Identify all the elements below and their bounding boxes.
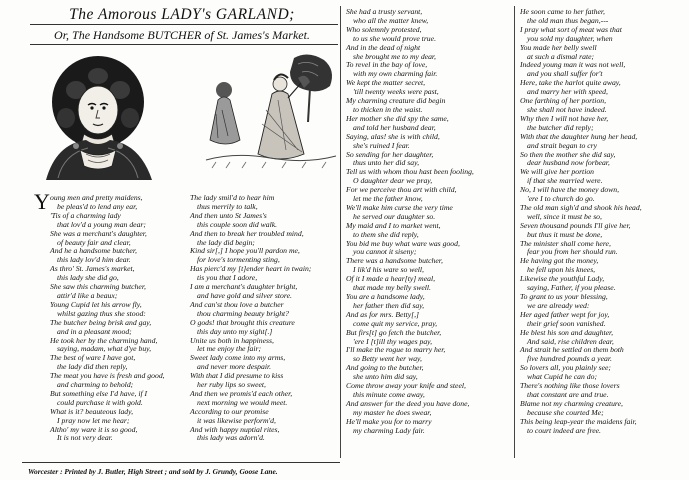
verse-line: if that she married were. xyxy=(527,176,603,186)
printer-imprint: Worcester : Printed by J. Butler, High Street ; and sold by J. Grundy, Goose Lane. xyxy=(28,467,278,476)
verse-line: and strait began to cry xyxy=(527,140,598,150)
verse-line: No, I will have the money down, xyxy=(520,185,620,195)
verse-line: Unite us both in happiness, xyxy=(190,335,274,345)
verse-line: With that I did presume to kiss xyxy=(190,371,284,381)
ballad-subtitle: Or, The Handsome BUTCHER of St. James's Market. xyxy=(54,28,310,42)
verse-line: this couple soon did walk. xyxy=(197,219,278,229)
verse-line: He soon came to her father, xyxy=(520,7,605,16)
verse-line: You are a handsome lady, xyxy=(346,292,425,301)
verse-line: 'till twenty weeks were past, xyxy=(353,87,439,97)
verse-line: this minute come away, xyxy=(353,389,425,399)
verse-line: Saying, alas! she is with child, xyxy=(346,131,440,141)
verse-line: she unto him did say, xyxy=(353,372,418,382)
verse-line: Seven thousand pounds I'll give her, xyxy=(520,220,631,230)
verse-line: As thro' St. James's market, xyxy=(50,264,135,274)
verse-line: 'ere I [t]ill thy wages pay, xyxy=(353,336,433,346)
verse-line: come quit my service, pray, xyxy=(353,318,438,328)
verse-line: he fell upon his knees, xyxy=(527,265,596,275)
verse-line: What is it? beauteous lady, xyxy=(50,406,134,416)
verse-line: For we perceive thou art with child, xyxy=(346,185,457,195)
verse-line: The butcher being brisk and gay, xyxy=(50,317,152,327)
verse-line: And then to break her troubled mind, xyxy=(190,228,304,238)
verse-line: And can'st thou love a butcher xyxy=(190,299,284,309)
verse-line: be pleas'd to lend any ear, xyxy=(57,201,138,211)
verse-line: thus unto her did say, xyxy=(353,158,419,168)
verse-line: He having got the money, xyxy=(520,256,599,266)
verse-line: There's nothing like those lovers xyxy=(520,381,620,391)
verse-line: that lov'd a young man dear; xyxy=(57,219,146,229)
verse-line: The old man sigh'd and shook his head, xyxy=(520,202,642,212)
verse-line: this lady she did go, xyxy=(57,273,119,283)
verse-line: let me the father know, xyxy=(353,194,423,204)
verse-line: You bid me buy what ware was good, xyxy=(346,238,460,248)
verse-line: So then the mother she did say, xyxy=(520,149,616,159)
verse-line: The best of ware I have got, xyxy=(50,353,136,363)
verse-line: He took her by the charming hand, xyxy=(50,335,158,345)
verse-line: So lovers all, you plainly see; xyxy=(520,363,611,373)
verse-line: I lik'd his ware so well, xyxy=(353,265,424,275)
verse-line: My charming creature did begin xyxy=(346,96,446,106)
verse-line: This being leap-year the maidens fair, xyxy=(520,416,637,426)
verse-line: dear husband now forbear, xyxy=(527,158,610,168)
verse-line: her ruby lips so sweet, xyxy=(197,380,266,390)
verse-line: One farthing of her portion, xyxy=(520,96,607,106)
verse-line: you sold my daughter, when xyxy=(527,33,613,43)
verse-line: she brought me to my dear, xyxy=(353,51,436,61)
verse-line: Tell us with whom thou hast been fooling, xyxy=(346,167,474,177)
verse-line: this day unto my sight[.] xyxy=(197,326,273,336)
verse-line: with my own charming fair. xyxy=(353,69,438,79)
verse-line: He blest his son and daughter, xyxy=(520,327,614,337)
verse-line: the old man thus began,--- xyxy=(527,15,609,25)
column-divider-2 xyxy=(514,6,515,458)
verse-line: my charming Lady fair. xyxy=(353,425,425,435)
verse-line: to thicken in the waist. xyxy=(353,104,423,114)
verse-line: And with happy nuptial rites, xyxy=(190,424,280,434)
verse-line: to us she would prove true. xyxy=(353,33,436,43)
verse-line: she shall not have indeed. xyxy=(527,104,607,114)
verse-line: With that the daughter hung her head, xyxy=(520,131,638,141)
verse-line: of beauty fair and clear, xyxy=(57,237,131,247)
verse-line: the butcher did reply; xyxy=(527,122,594,132)
verse-column-3 xyxy=(346,8,474,436)
verse-line: Come throw away your knife and steel, xyxy=(346,381,466,391)
verse-line: But something else I'd have, if I xyxy=(50,388,148,398)
verse-line: thus merrily to talk, xyxy=(197,201,258,211)
verse-line: Young Cupid let his arrow fly, xyxy=(50,299,142,309)
verse-line: And as for mrs. Betty[,] xyxy=(346,309,420,319)
verse-line: O daughter dear we pray, xyxy=(353,176,433,186)
verse-line: The lady smil'd to hear him xyxy=(190,193,275,202)
verse-line: what Cupid he can do; xyxy=(527,372,598,382)
verse-line: And answer for the deed you have done, xyxy=(346,398,470,408)
column-divider-1 xyxy=(340,6,341,458)
verse-line: because she courted Me; xyxy=(527,407,604,417)
verse-line: who all the matter knew, xyxy=(353,15,429,25)
verse-line: But firs[t] go fetch the butcher, xyxy=(346,327,442,337)
verse-line: my master he does swear, xyxy=(353,407,432,417)
verse-line: whilst gazing thus she stood: xyxy=(57,308,146,318)
verse-line: We kept the matter secret, xyxy=(346,78,426,88)
verse-line: 'Tis of a charming lady xyxy=(50,210,121,220)
verse-column-1 xyxy=(50,194,165,443)
verse-line: fear you from her should run. xyxy=(527,247,618,257)
verse-line: Her mother she did spy the same, xyxy=(346,113,449,123)
verse-line: Why then I will not have her, xyxy=(520,113,609,123)
verse-line: that constant are and true. xyxy=(527,389,609,399)
verse-line: we are already wed: xyxy=(527,300,590,310)
verse-line: O gods! that brought this creature xyxy=(190,317,295,327)
verse-line: Here, take the harlot quite away, xyxy=(520,78,621,88)
verse-line: to them she did reply, xyxy=(353,229,419,239)
verse-line: oung men and pretty maidens, xyxy=(50,193,143,202)
verse-line: Who solemnly protested, xyxy=(346,24,422,34)
title-rule xyxy=(30,24,338,25)
verse-line: next morning we would meet. xyxy=(197,397,288,407)
verse-line: and marry her with speed, xyxy=(527,87,608,97)
verse-line: 'ere I to church do go. xyxy=(527,194,595,204)
verse-line: but thus it must be done, xyxy=(527,229,603,239)
verse-line: this lady lov'd him dear. xyxy=(57,255,131,265)
verse-line: I'll make the rogue to marry her, xyxy=(346,345,446,355)
verse-line: According to our promise xyxy=(190,406,269,416)
verse-line: she's ruined I fear. xyxy=(353,140,410,150)
verse-line: at such a dismal rate; xyxy=(527,51,595,61)
verse-line: saying, madam, what d'ye buy, xyxy=(57,344,152,354)
verse-line: thou charming beauty bright? xyxy=(197,308,290,318)
verse-line: that made my belly swell. xyxy=(353,283,431,293)
verse-line: and told her husband dear, xyxy=(353,122,436,132)
verse-line: let me enjoy the fair; xyxy=(197,344,262,354)
verse-line: We'll make him curse the very time xyxy=(346,202,453,212)
verse-line: Her aged father wept for joy, xyxy=(520,309,610,319)
verse-line: it was likewise perform'd, xyxy=(197,415,276,425)
verse-line: She was a merchant's daughter, xyxy=(50,228,147,238)
verse-line: We will give her portion xyxy=(520,167,595,177)
verse-line: could purchase it with gold. xyxy=(57,397,143,407)
verse-line: Indeed young man it was not well, xyxy=(520,60,626,70)
verse-line: And said, rise children dear, xyxy=(527,336,614,346)
verse-line: and you shall suffer for't xyxy=(527,69,603,79)
verse-line: the lady did begin; xyxy=(197,237,255,247)
verse-line: And he a handsome butcher, xyxy=(50,246,137,256)
verse-line: Blame not my charming creature, xyxy=(520,398,623,408)
verse-line: and never more despair. xyxy=(197,362,272,372)
verse-line: Of it I made a hear[ty] meal, xyxy=(346,274,436,284)
verse-line: He'll make you for to marry xyxy=(346,416,432,426)
verse-line: to court indeed are free. xyxy=(527,425,601,435)
verse-line: And then we promis'd each other, xyxy=(190,388,293,398)
verse-line: I pray now let me hear; xyxy=(57,415,130,425)
verse-line: She saw this charming butcher, xyxy=(50,282,146,292)
verse-line: My maid and I to market went, xyxy=(346,220,441,230)
verse-column-4 xyxy=(520,8,642,436)
verse-line: tis you that I adore, xyxy=(197,273,258,283)
drop-cap: Y xyxy=(34,189,50,214)
verse-line: It is not very dear. xyxy=(57,433,113,443)
verse-line: and have gold and silver store. xyxy=(197,290,292,300)
verse-line: and in a pleasant mood; xyxy=(57,326,132,336)
verse-line: for love's tormenting sting, xyxy=(197,255,280,265)
verse-line: her father then did say, xyxy=(353,300,425,310)
verse-line: And then unto St James's xyxy=(190,210,267,220)
verse-line: She had a trusty servant, xyxy=(346,7,423,16)
verse-line: well, since it must be so, xyxy=(527,211,602,221)
imprint-rule xyxy=(22,462,340,463)
ballad-title: The Amorous LADY's GARLAND; xyxy=(69,6,295,23)
verse-line: To grant to us your blessing, xyxy=(520,292,608,301)
verse-line: this lady was adorn'd. xyxy=(197,433,265,443)
verse-line: To revel in the bay of love, xyxy=(346,60,428,70)
verse-line: and charming to behold; xyxy=(57,380,134,390)
verse-line: Sweet lady come into my arms, xyxy=(190,353,286,363)
woodcut-couple-scene xyxy=(202,50,340,178)
verse-line: And going to the butcher, xyxy=(346,363,424,373)
verse-line: I pray what sort of meat was that xyxy=(520,24,622,34)
verse-line: the lady did then reply, xyxy=(57,362,128,372)
verse-line: five hundred pounds a year. xyxy=(527,354,612,364)
verse-line: You made her belly swell xyxy=(520,42,597,52)
verse-line: And in the dead of night xyxy=(346,42,421,52)
verse-line: There was a handsome butcher, xyxy=(346,256,443,266)
verse-line: you cannot it siseny; xyxy=(353,247,417,257)
verse-line: attir'd like a beaux; xyxy=(57,290,118,300)
verse-line: I am a merchant's daughter bright, xyxy=(190,282,298,292)
verse-line: The meat you have is fresh and good, xyxy=(50,371,165,381)
verse-line: Has pierc'd my [t]ender heart in twain; xyxy=(190,264,312,274)
verse-line: Likewise the youthful Lady, xyxy=(520,274,605,284)
subtitle-rule xyxy=(30,44,338,45)
verse-line: saying, Father, if you please. xyxy=(527,283,616,293)
woodcut-portrait xyxy=(36,50,166,186)
verse-line: The minister shall come here, xyxy=(520,238,611,248)
verse-line: And strait he settled on them both xyxy=(520,345,624,355)
verse-line: so Betty went her way, xyxy=(353,354,422,364)
verse-line: So sending for her daughter, xyxy=(346,149,434,159)
verse-line: their grief soon vanished. xyxy=(527,318,606,328)
verse-line: Altho' my ware it is so good, xyxy=(50,424,138,434)
verse-column-2 xyxy=(190,194,311,443)
verse-line: he served our daughter so. xyxy=(353,211,436,221)
verse-line: Kind sir[,] I hope you'll pardon me, xyxy=(190,246,300,256)
